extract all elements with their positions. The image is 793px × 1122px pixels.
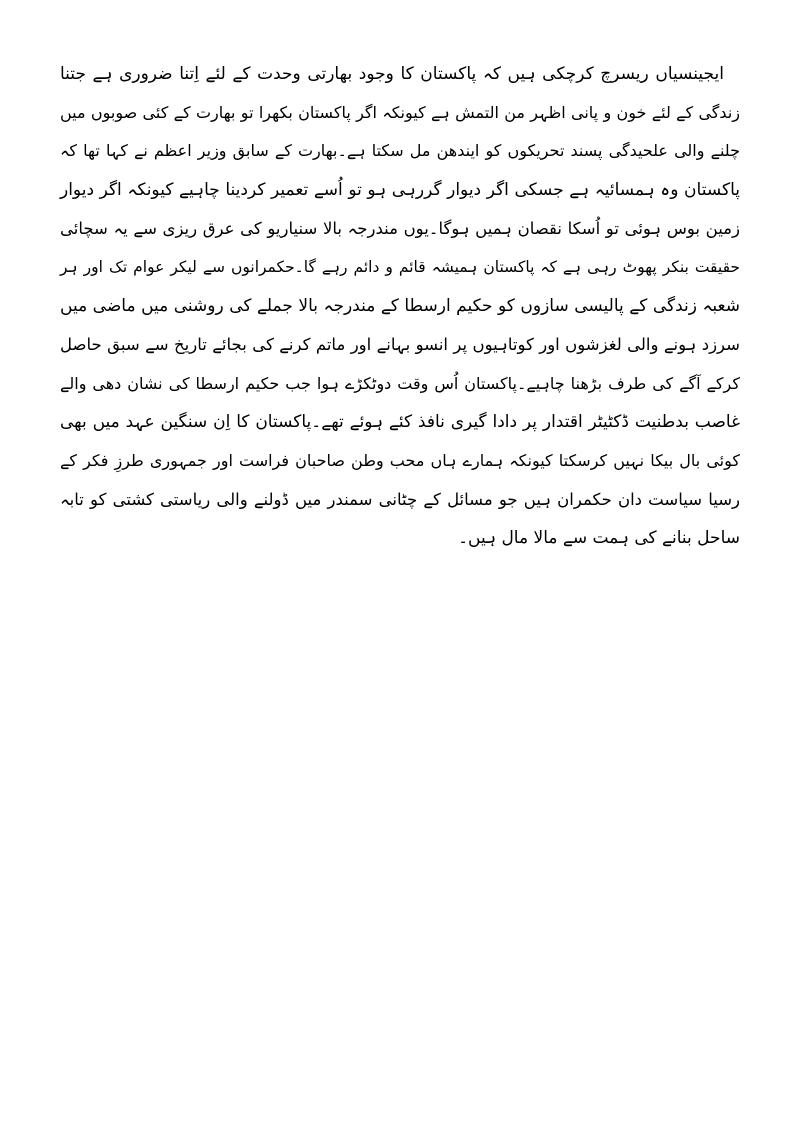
paragraph-line: کرکے آگے کی طرف بڑھنا چاہیے۔پاکستان اُس وقت دوٹکڑے ہوا جب حکیم ارسطا کی نشان دھی والے	[60, 373, 740, 393]
paragraph-line: غاصب بدطنیت ڈکٹیٹر اقتدار پر دادا گیری نافذ کئے ہوئے تھے۔پاکستان کا اِن سنگین عہد میں بھی	[60, 412, 740, 433]
paragraph-line: کوئی بال بیکا نہیں کرسکتا کیونکہ ہمارے ہاں محب وطن صاحبان فراست اور جمہوری طرزِ فکر کے	[60, 450, 740, 470]
paragraph-line: زمین بوس ہوئی تو اُسکا نقصان ہمیں ہوگا۔یوں مندرجہ بالا سنیاریو کی عرق ریزی سے یہ سچائی	[60, 218, 740, 238]
paragraph-line: سرزد ہونے والی لغزشوں اور کوتاہیوں پر انسو بہانے اور ماتم کرنے کی بجائے تاریخ سے سبق حاصل	[60, 334, 740, 354]
paragraph-line: پاکستان وہ ہمسائیہ ہے جسکی اگر دیوار گررہی ہو تو اُسے تعمیر کردینا چاہیے کیونکہ اگر دیوار	[60, 180, 740, 201]
paragraph-line: رسیا سیاست دان حکمران ہیں جو مسائل کے چٹانی سمندر میں ڈولنے والی ریاستی کشتی کو تابہ	[60, 489, 740, 509]
paragraph-line: ایجینسیاں ریسرچ کرچکی ہیں کہ پاکستان کا وجود بھارتی وحدت کے لئے اِتنا ضروری ہے جتنا	[60, 64, 724, 84]
paragraph-line: شعبہ زندگی کے پالیسی سازوں کو حکیم ارسطا کے مندرجہ بالا جملے کی روشنی میں ماضی میں	[60, 296, 740, 317]
paragraph-line: حقیقت بنکر پھوٹ رہی ہے کہ پاکستان ہمیشہ قائم و دائم رہے گا۔حکمرانوں سے لیکر عوام تک اور ہر	[60, 258, 740, 277]
body-paragraph	[60, 55, 740, 558]
paragraph-line: چلنے والی علحیدگی پسند تحریکوں کو ایندھن مل سکتا ہے۔بھارت کے سابق وزیر اعظم نے کہا تھا کہ	[60, 141, 740, 161]
paragraph-line: زندگی کے لئے خون و پانی اظہر من التمش ہے کیونکہ اگر پاکستان بکھرا تو بھارت کے کئی صوبوں میں	[60, 102, 740, 122]
paragraph-line: ساحل بنانے کی ہمت سے مالا مال ہیں۔	[458, 528, 740, 549]
